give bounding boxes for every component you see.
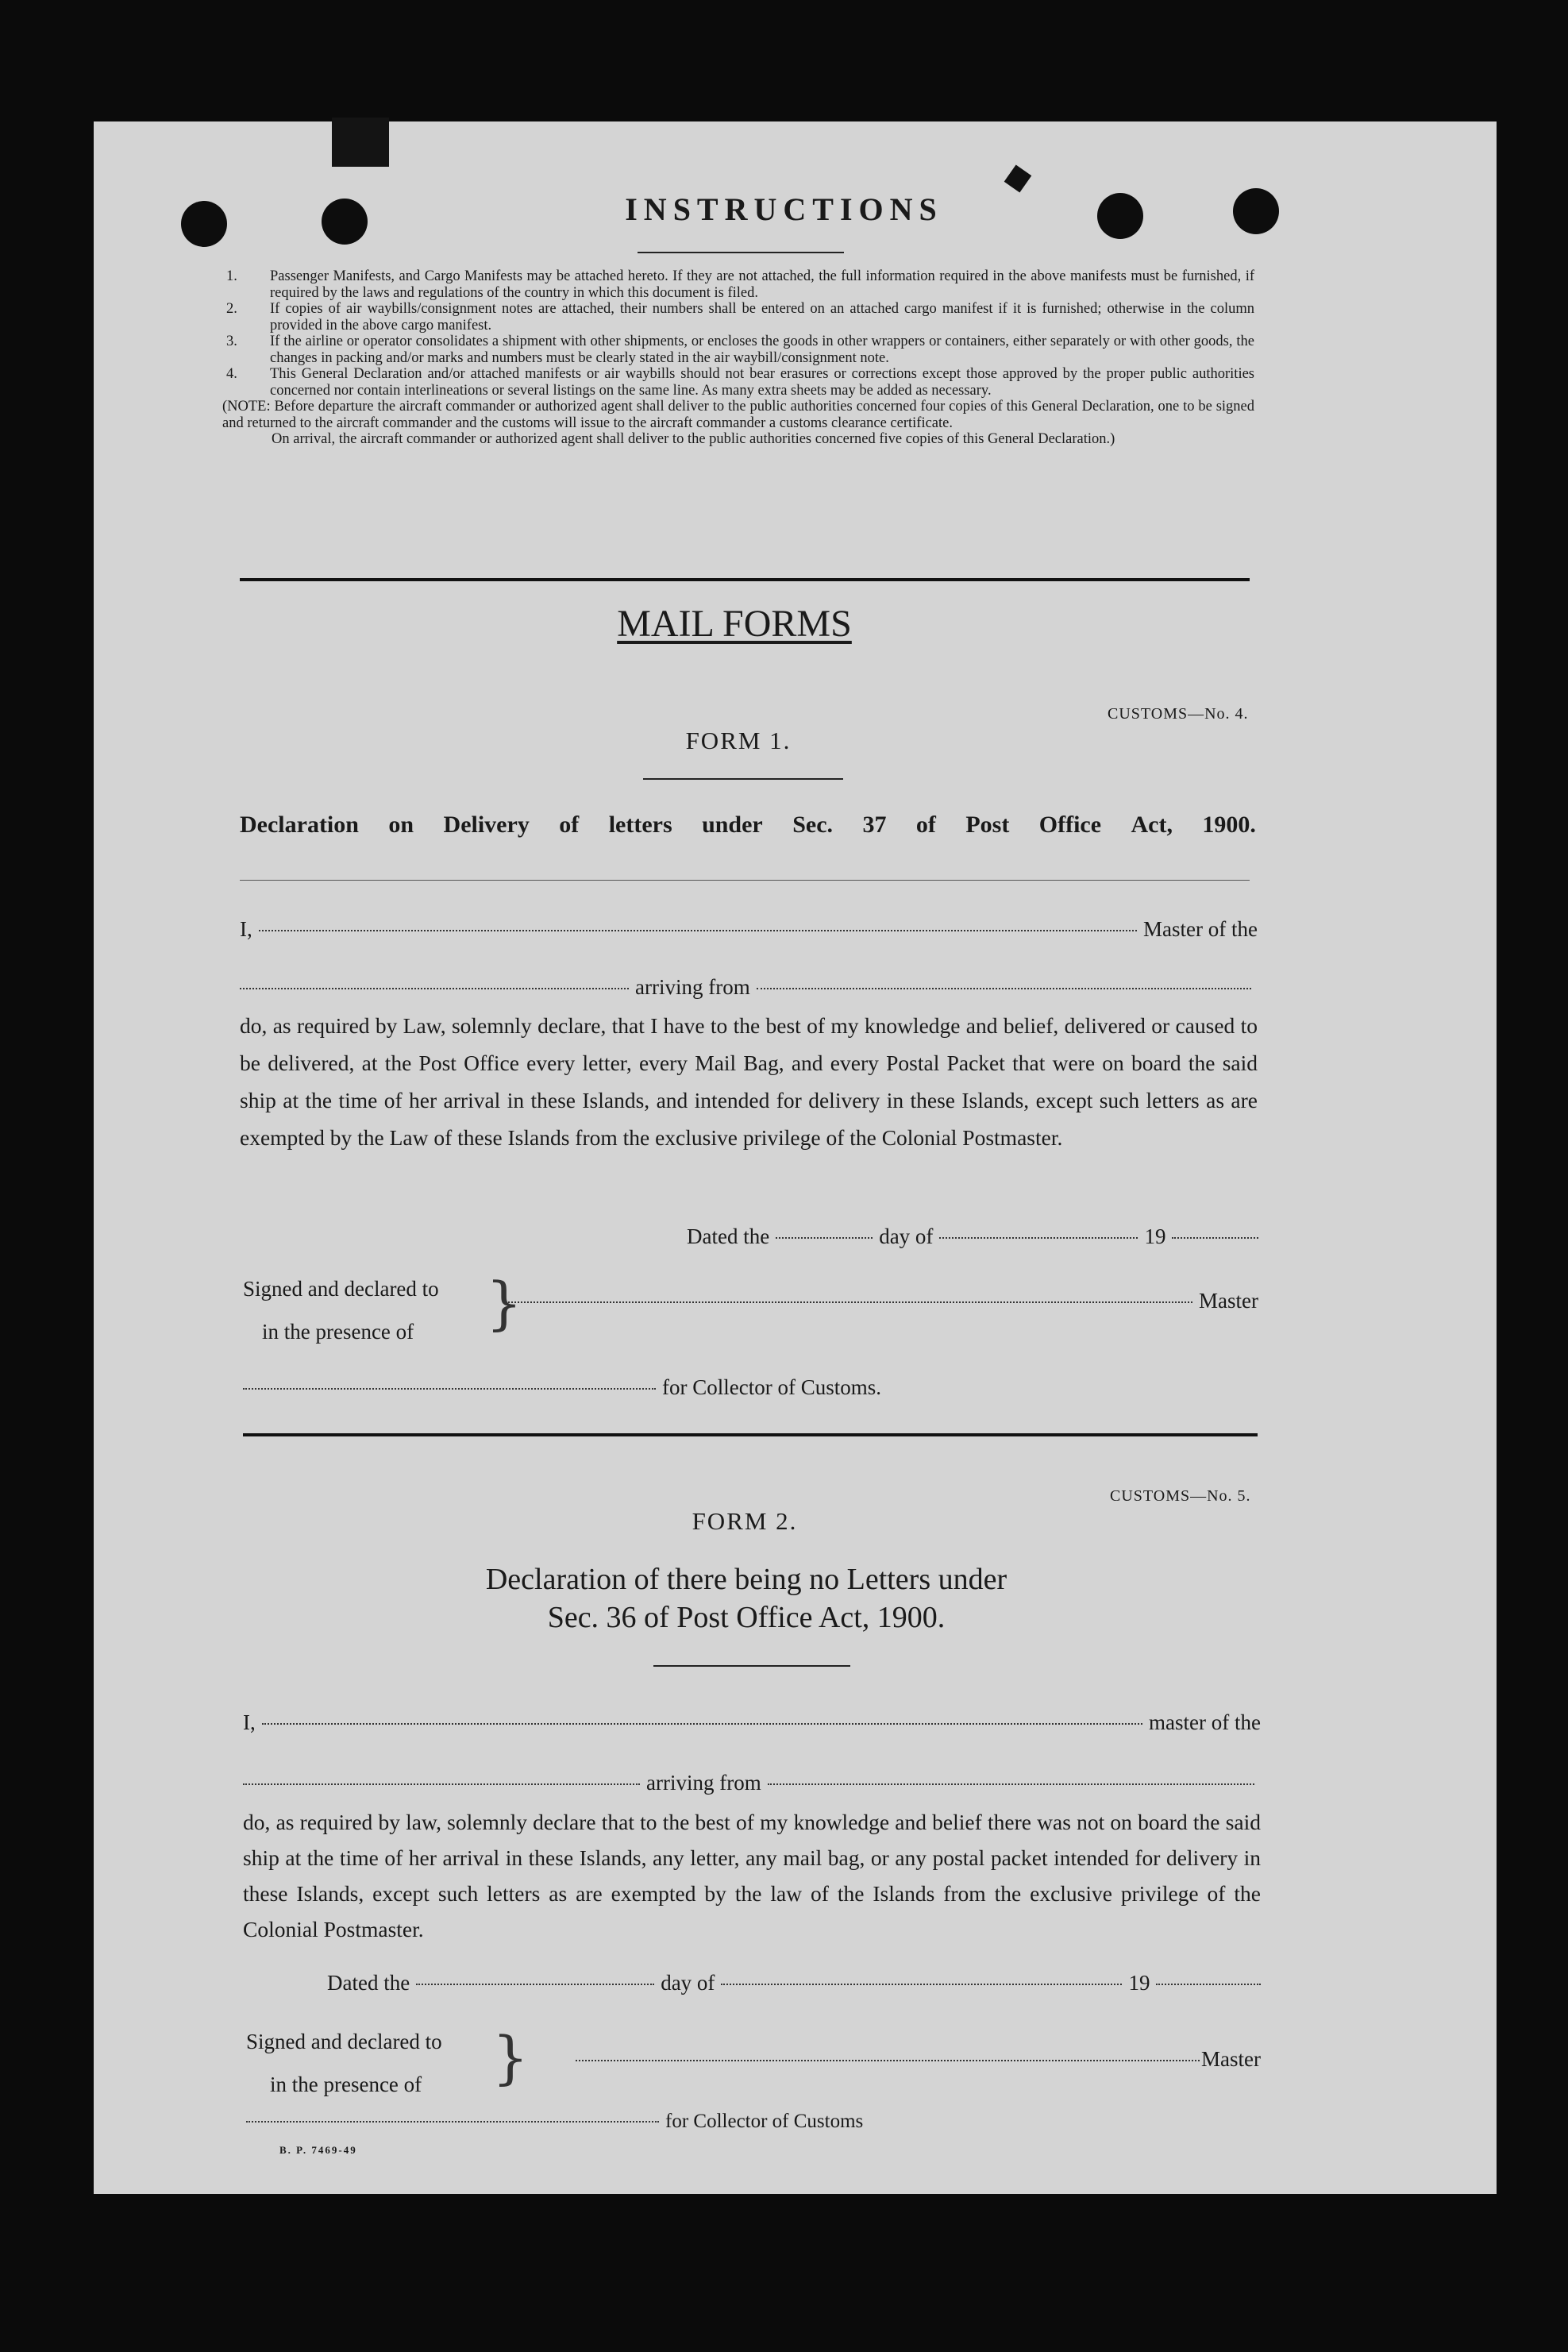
form1-date-field[interactable] bbox=[776, 1237, 873, 1239]
form1-signed-label: Signed and declared to in the presence of bbox=[243, 1277, 439, 1344]
form1-name-field[interactable] bbox=[259, 930, 1137, 931]
form1-body: do, as required by Law, solemnly declare, that I have to the best of my knowledge and belief, delivered or caused to be delivered, at the Post Office every letter, every Mail Bag, and every Postal Packet that were on board the said ship at the time of her arrival in these Islands, and intended for delivery in these Islands, except such letters as are exempted by the Law of these Islands from the exclusive privilege of the Colonial Postmaster. bbox=[240, 1013, 1258, 1150]
instruction-note-arrival: On arrival, the aircraft commander or authorized agent shall deliver to the public authorities concerned five copies of this General Declaration.) bbox=[272, 431, 1115, 447]
form2-body: do, as required by law, solemnly declare that to the best of my knowledge and belief there was not on board the said ship at the time of her arrival in these Islands, any letter, any mail bag, or any postal packet intended for delivery in these Islands, except such letters as are exempted by the law of the Islands from the exclusive privilege of the Colonial Postmaster. bbox=[243, 1810, 1261, 1941]
form2-year-field[interactable] bbox=[1156, 1984, 1261, 1985]
form1-year-field[interactable] bbox=[1172, 1237, 1258, 1239]
instructions-list bbox=[222, 268, 1254, 448]
form2-dated-line: Dated the day of 19 bbox=[327, 1971, 1261, 1995]
form-divider bbox=[243, 1433, 1258, 1436]
instruction-note: (NOTE: Before departure the aircraft commander or authorized agent shall deliver to the public authorities concerned four copies of this General Declaration, one to be signed and returned to the aircraft commander and the customs will issue to the aircraft commander a customs clearance certificate. bbox=[222, 399, 1254, 431]
form1-title: FORM 1. bbox=[685, 727, 792, 754]
form1-customs-number: CUSTOMS—No. 4. bbox=[1108, 705, 1249, 723]
form1-ship-field[interactable] bbox=[240, 988, 629, 989]
form2-month-field[interactable] bbox=[721, 1984, 1122, 1985]
instruction-item: 4. This General Declaration and/or attached manifests or air waybills should not bear erasures or corrections except those approved by the proper public authorities concerned nor contain interlineations or several listings on the same line. As many extra sheets may be added as necessary. bbox=[226, 366, 1254, 399]
print-reference: B. P. 7469-49 bbox=[279, 2144, 357, 2156]
instruction-item: 2. If copies of air waybills/consignment notes are attached, their numbers shall be entered on an attached cargo manifest if it is furnished; otherwise in the column provided in the above cargo manifest. bbox=[226, 301, 1254, 334]
form2-master-line: I, master of the bbox=[243, 1710, 1261, 1734]
paper-tab bbox=[332, 118, 389, 167]
form1-heading-rule bbox=[240, 880, 1250, 881]
instruction-item: 1. Passenger Manifests, and Cargo Manifests may be attached hereto. If they are not attached, the full information required in the above manifests must be furnished, if required by the laws and regulations of the country in which this document is filed. bbox=[226, 268, 1254, 301]
form2-collector-field[interactable] bbox=[246, 2121, 659, 2123]
form1-dated-line: Dated the day of 19 bbox=[687, 1224, 1258, 1249]
section-divider bbox=[240, 578, 1250, 581]
mail-forms-title: MAIL FORMS bbox=[617, 603, 852, 645]
form2-master-signature-line: Master bbox=[576, 2047, 1261, 2072]
form2-title: FORM 2. bbox=[692, 1507, 798, 1535]
form2-origin-field[interactable] bbox=[768, 1783, 1254, 1785]
form2-declaration-heading: Declaration of there being no Letters under Sec. 36 of Post Office Act, 1900. bbox=[485, 1563, 1007, 1634]
instruction-item: 3. If the airline or operator consolidates a shipment with other shipments, or encloses the goods in other wrappers or containers, either separately or with other goods, the changes in packing and/or marks and numbers must be clearly stated in the air waybill/consignment note. bbox=[226, 334, 1254, 366]
form2-customs-number: CUSTOMS—No. 5. bbox=[1110, 1487, 1251, 1505]
form2-signed-label: Signed and declared to in the presence of bbox=[246, 2030, 442, 2096]
form2-arriving-line: arriving from bbox=[243, 1771, 1261, 1795]
form1-signature-field[interactable] bbox=[508, 1301, 1192, 1303]
form1-month-field[interactable] bbox=[939, 1237, 1138, 1239]
form2-collector-line: for Collector of Customs bbox=[246, 2111, 929, 2133]
form1-declaration-heading: Declaration on Delivery of letters under Sec. 37 of Post Office Act, 1900. bbox=[240, 812, 1256, 838]
form1-collector-field[interactable] bbox=[243, 1388, 656, 1390]
form1-arriving-line: arriving from bbox=[240, 975, 1258, 1000]
title-rule bbox=[638, 252, 844, 253]
form2-name-field[interactable] bbox=[262, 1723, 1142, 1725]
form2-signature-field[interactable] bbox=[576, 2060, 1200, 2061]
form1-master-line: I, Master of the bbox=[240, 917, 1258, 941]
form1-origin-field[interactable] bbox=[757, 988, 1251, 989]
form1-brace: } bbox=[486, 1270, 522, 1336]
form2-title-rule bbox=[653, 1665, 850, 1667]
form1-master-signature-line: Master bbox=[508, 1289, 1258, 1313]
form1-collector-line: for Collector of Customs. bbox=[243, 1375, 942, 1400]
form2-date-field[interactable] bbox=[416, 1984, 654, 1985]
form2-brace: } bbox=[492, 2024, 529, 2091]
form2-ship-field[interactable] bbox=[243, 1783, 640, 1785]
form1-title-rule bbox=[643, 778, 843, 780]
instructions-title: INSTRUCTIONS bbox=[625, 191, 943, 227]
